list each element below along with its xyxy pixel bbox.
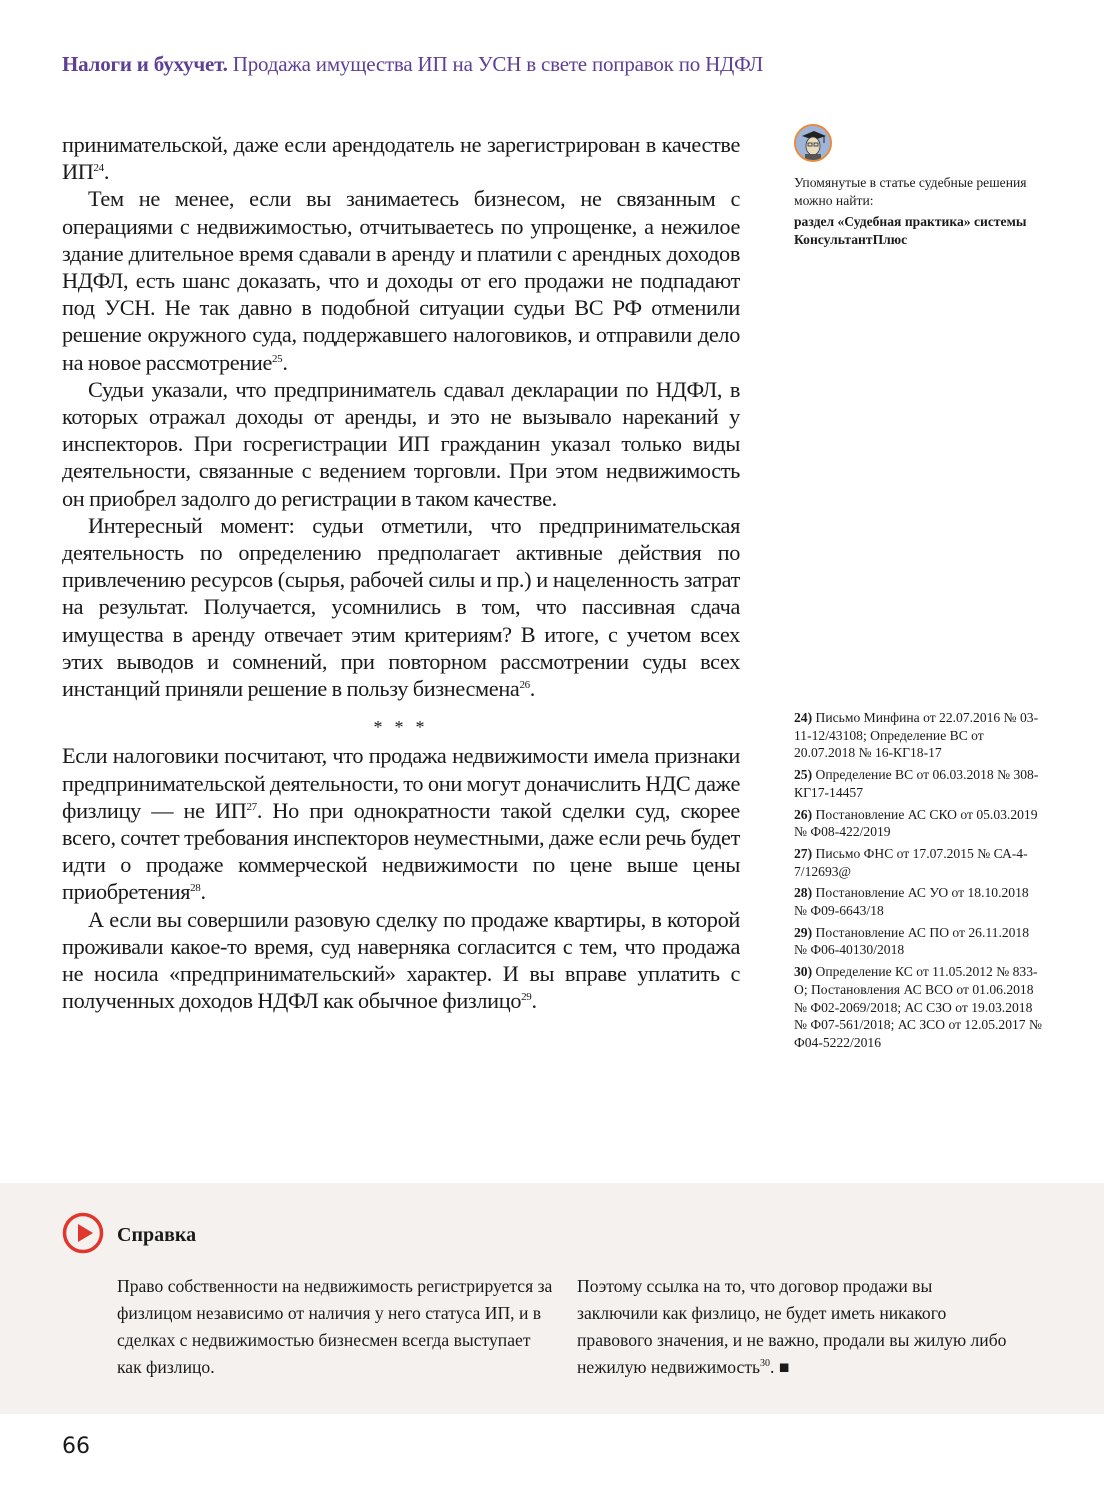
sidebar-note xyxy=(794,124,1034,248)
footnote-ref: 29 xyxy=(521,991,532,1004)
paragraph: Если налоговики посчитают, что продажа недвижимости имела признаки предпринимательской деятельности, то они могут доначислить НДС даже физлицу — не ИП$^{27}$. Но при однократности такой сделки суд, скорее всего, сочтет требования инспекторов неуместными, даже если речь будет идти о продаже коммерческой недвижимости по цене выше цены приобретения$^{28}$. xyxy=(62,743,740,905)
paragraph: Тем не менее, если вы занимаетесь бизнесом, не связанным с операциями с недвижимостью, отчитываетесь по упрощенке, а нежилое здание длительное время сдавали в аренду и платили с арендных доходов НДФЛ, есть шанс доказать, что и доходы от его продажи не подпадают под УСН. Не так давно в подобной ситуации судьи ВС РФ отменили решение окружного суда, поддержавшего налоговиков, и отправили дело на новое рассмотрение$^{25}$. xyxy=(62,186,740,375)
footnote-ref: 26 xyxy=(519,679,530,692)
professor-avatar-icon xyxy=(794,124,832,162)
footnote: 29) Постановление АС ПО от 26.11.2018 № Ф06-40130/2018 xyxy=(794,924,1030,958)
reference-box xyxy=(0,1183,1104,1414)
article-body xyxy=(62,131,740,1015)
footnote-ref: 24 xyxy=(93,162,104,175)
reference-box-title: Справка xyxy=(117,1224,197,1246)
reference-box-column-2: Поэтому ссылка на то, что договор продажи вы заключили как физлицо, не будет иметь никакого правового значения, и не важно, продали вы жилую либо нежилую недвижимость$^{30}$. ■ xyxy=(577,1276,1007,1377)
running-head xyxy=(62,52,763,77)
sidebar-note-source: раздел «Судебная практика» системы КонсультантПлюс xyxy=(794,214,1027,247)
reference-box-header xyxy=(62,1212,196,1259)
scalloped-edge xyxy=(0,1177,1104,1185)
page-number: 66 xyxy=(62,1434,90,1459)
footnote: 24) Письмо Минфина от 22.07.2016 № 03-11-12/43108; Определение ВС от 20.07.2018 № 16-КГ18-17 xyxy=(794,710,1039,761)
reference-box-column-1: Право собственности на недвижимость регистрируется за физлицом независимо от наличия у него статуса ИП, и в сделках с недвижимостью бизнесмен всегда выступает как физлицо. xyxy=(117,1276,553,1377)
footnote: 28) Постановление АС УО от 18.10.2018 № Ф09-6643/18 xyxy=(794,885,1029,919)
footnote: 30) Определение КС от 11.05.2012 № 833-О; Постановления АС ВСО от 01.06.2018 № Ф02-2069/2018; АС СЗО от 19.03.2018 № Ф07-561/2018; АС ЗСО от 12.05.2017 № Ф04-5222/2016 xyxy=(794,964,1042,1050)
play-circle-icon xyxy=(62,1212,104,1259)
footnote: 25) Определение ВС от 06.03.2018 № 308-КГ17-14457 xyxy=(794,767,1039,800)
section-name: Налоги и бухучет. xyxy=(62,52,228,76)
footnote: 26) Постановление АС СКО от 05.03.2019 № Ф08-422/2019 xyxy=(794,806,1038,840)
paragraph: принимательской, даже если арендодатель не зарегистрирован в качестве ИП$^{24}$. xyxy=(62,132,740,185)
footnote-ref: 27 xyxy=(246,800,257,813)
article-title: Продажа имущества ИП на УСН в свете поправок по НДФЛ xyxy=(232,52,764,76)
footnote: 27) Письмо ФНС от 17.07.2015 № СА-4-7/12693@ xyxy=(794,845,1028,879)
paragraph: Интересный момент: судьи отметили, что предпринимательская деятельность по определению предполагает активные действия по привлечению ресурсов (сырья, рабочей силы и пр.) и нацеленность затрат на результат. Получается, усомнились в том, что пассивная сдача имущества в аренду отвечает этим критериям? В итоге, с учетом всех этих выводов и сомнений, при повторном рассмотрении суды всех инстанций приняли решение в пользу бизнесмена$^{26}$. xyxy=(62,512,740,702)
footnote-ref: 28 xyxy=(190,882,201,895)
footnotes xyxy=(794,709,1044,1056)
section-separator: * * * xyxy=(373,717,429,738)
footnote-ref: 25 xyxy=(272,352,283,365)
footnote-ref: 30 xyxy=(760,1358,771,1369)
paragraph: Судьи указали, что предприниматель сдавал декларации по НДФЛ, в которых отражал доходы от аренды, и это не вызывало нареканий у инспекторов. При госрегистрации ИП гражданин указал только виды деятельности, связанные с ведением торговли. При этом недвижимость он приобрел задолго до регистрации в таком качестве. xyxy=(62,376,740,511)
sidebar-note-text: Упомянутые в статье судебные решения можно найти: xyxy=(794,175,1027,208)
paragraph: А если вы совершили разовую сделку по продаже квартиры, в которой проживали какое-то время, суд наверняка согласится с тем, что продажа не носила «предпринимательский» характер. И вы вправе уплатить с полученных доходов НДФЛ как обычное физлицо$^{29}$. xyxy=(62,906,740,1014)
